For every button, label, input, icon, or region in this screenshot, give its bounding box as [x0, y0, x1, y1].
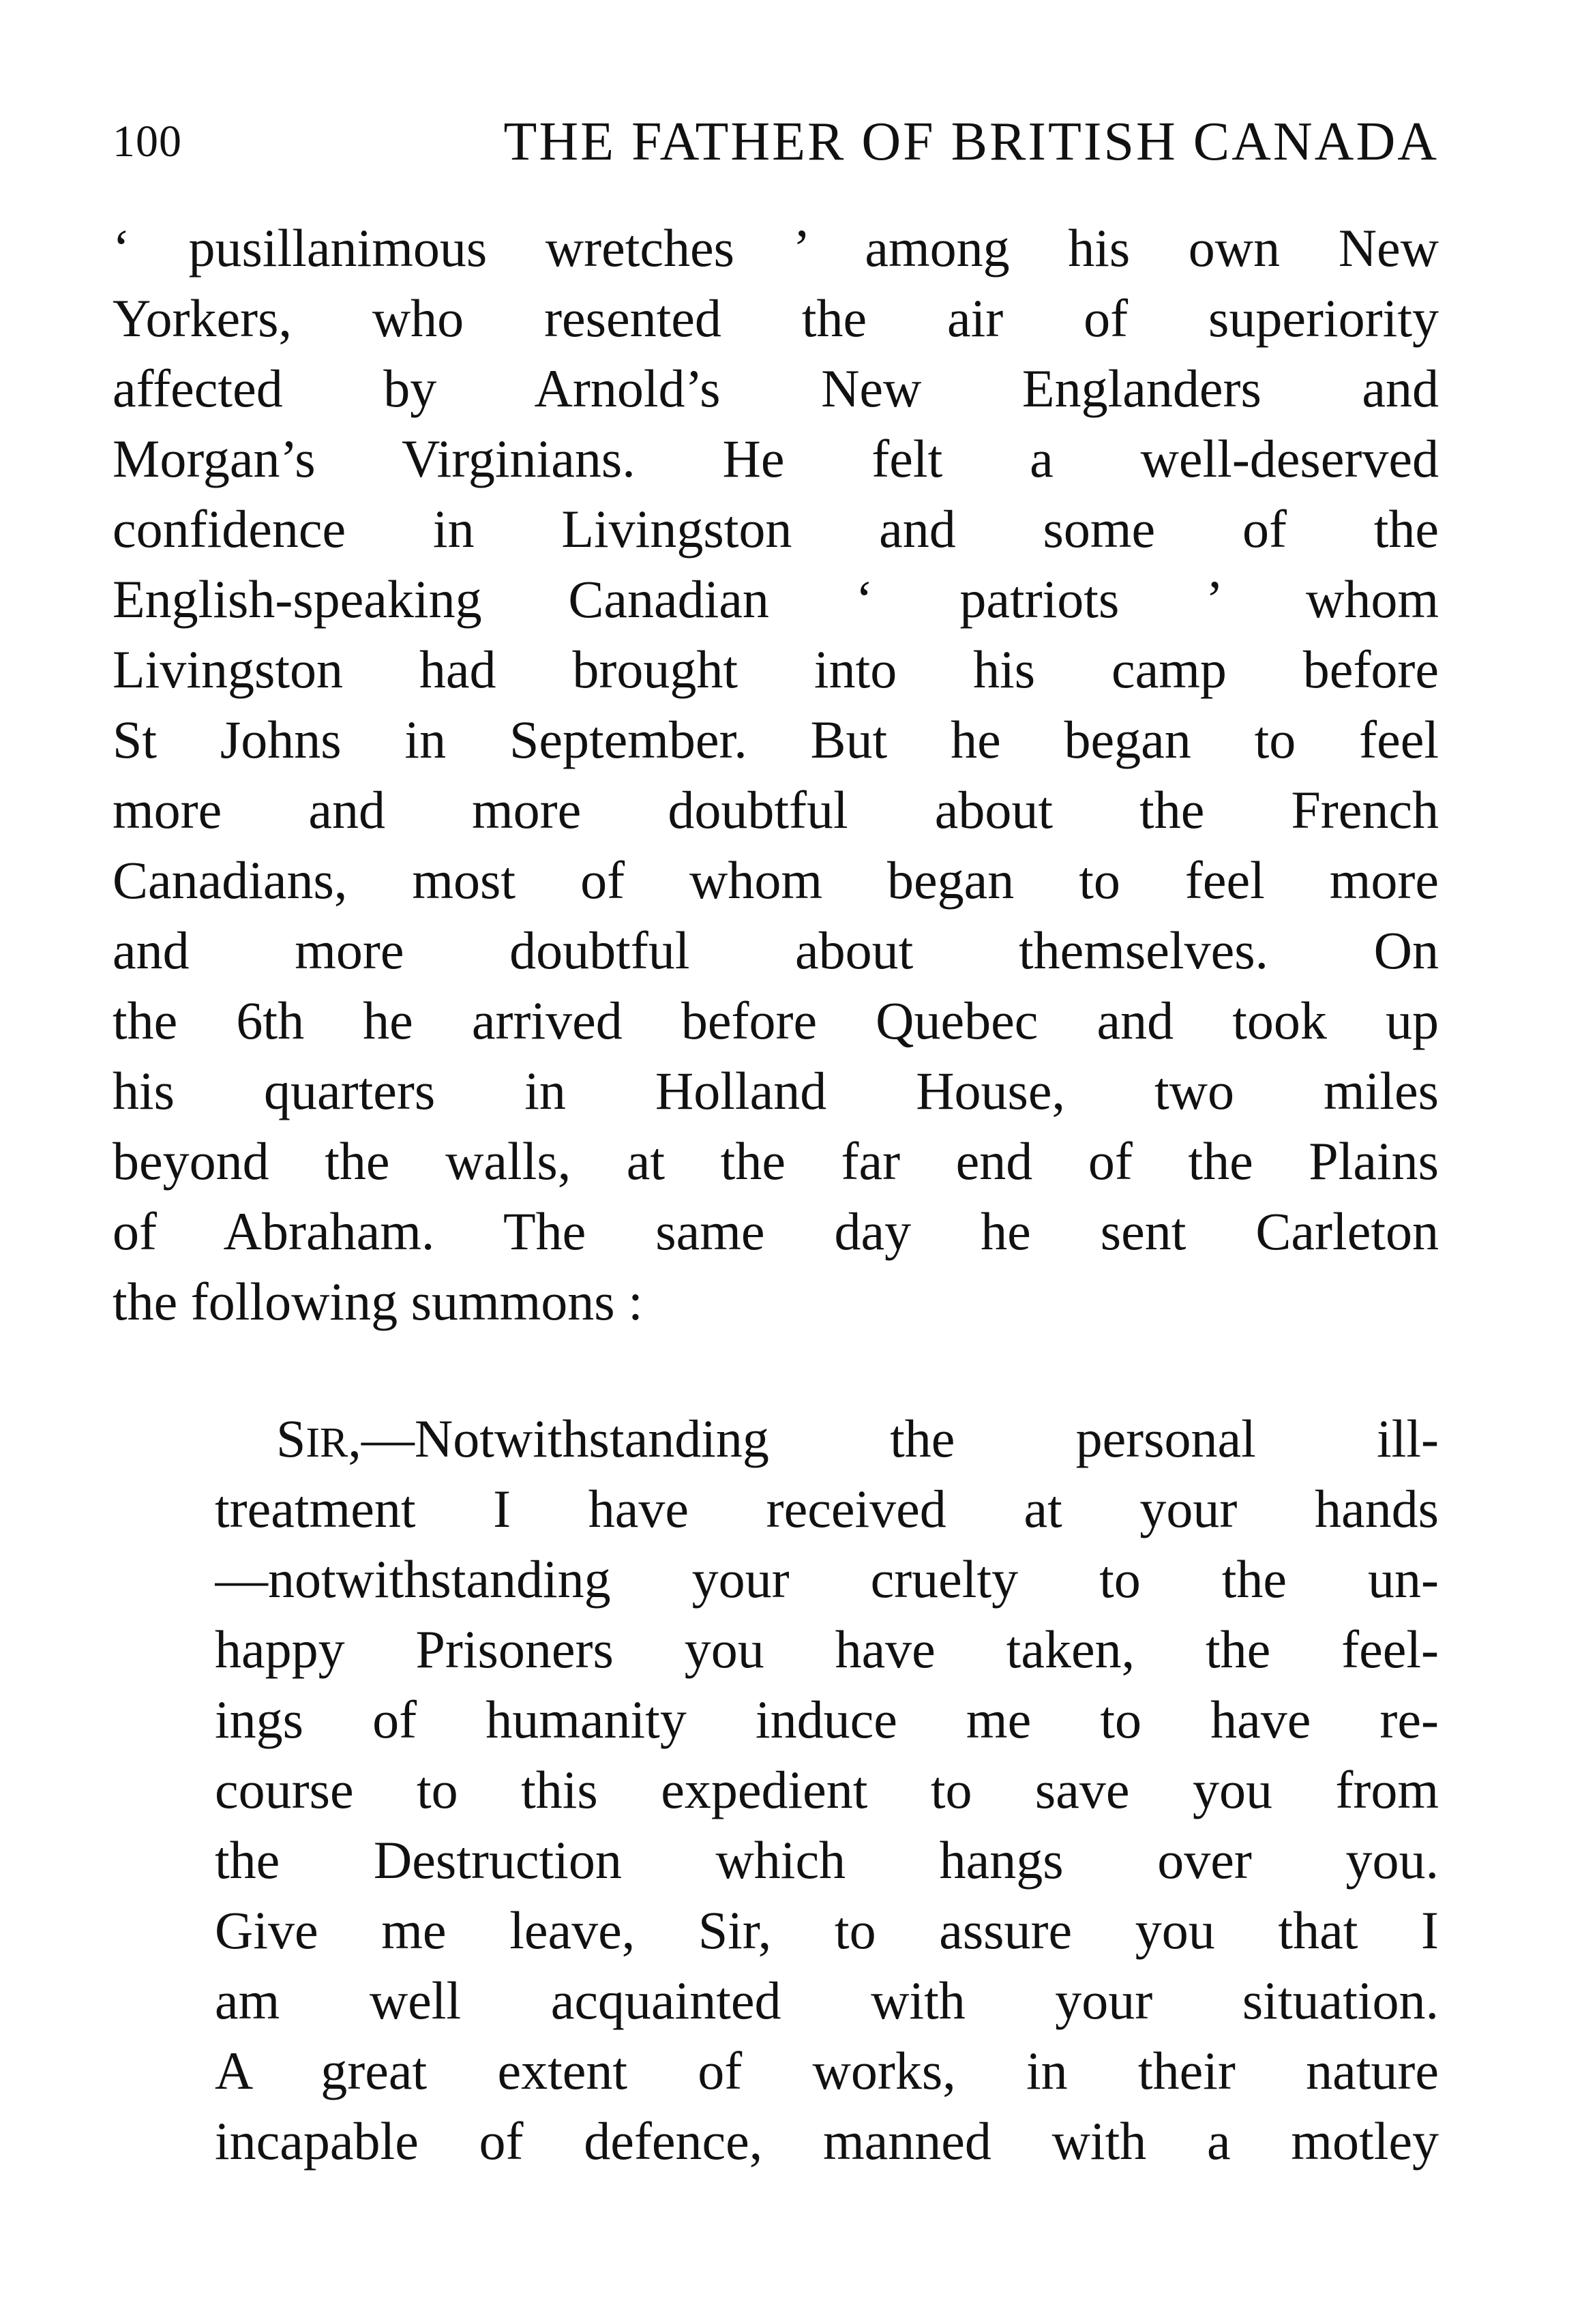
quoted-letter — [215, 1403, 1439, 2176]
text-line: beyond the walls, at the far end of the Plains — [113, 1131, 1439, 1191]
letter-line: happy Prisoners you have taken, the feel- — [215, 1620, 1439, 1679]
text-line: of Abraham. The same day he sent Carleton — [113, 1202, 1439, 1261]
text-line: English-speaking Canadian ‘ patriots ’ whom — [113, 569, 1439, 629]
text-line: St Johns in September. But he began to feel — [113, 710, 1439, 769]
text-line: Canadians, most of whom began to feel more — [113, 850, 1439, 910]
page-number: 100 — [113, 117, 182, 166]
letter-opening-line — [215, 1403, 1439, 1474]
letter-line: course to this expedient to save you from — [215, 1760, 1439, 1819]
letter-line: ings of humanity induce me to have re- — [215, 1690, 1439, 1749]
text-line: affected by Arnold’s New Englanders and — [113, 359, 1439, 418]
letter-line: —notwithstanding your cruelty to the un- — [215, 1549, 1439, 1609]
letter-line: incapable of defence, manned with a motley — [215, 2111, 1439, 2171]
letter-line: the Destruction which hangs over you. — [215, 1830, 1439, 1890]
running-title: THE FATHER OF BRITISH CANADA — [503, 112, 1439, 172]
text-line: the following summons : — [113, 1272, 643, 1331]
letter-line: Give me leave, Sir, to assure you that I — [215, 1901, 1439, 1960]
text-line: Yorkers, who resented the air of superiority — [113, 288, 1439, 348]
text-line: his quarters in Holland House, two miles — [113, 1061, 1439, 1120]
opening-line-rest: ,—Notwithstanding the personal ill- — [348, 1409, 1439, 1468]
letter-line: treatment I have received at your hands — [215, 1479, 1439, 1538]
body-paragraph — [113, 213, 1439, 1337]
text-line: and more doubtful about themselves. On — [113, 921, 1439, 980]
letter-line: A great extent of works, in their nature — [215, 2041, 1439, 2100]
text-line: the 6th he arrived before Quebec and took up — [113, 991, 1439, 1050]
text-line: confidence in Livingston and some of the — [113, 499, 1439, 558]
salutation-initial: S — [276, 1409, 306, 1468]
text-line: more and more doubtful about the French — [113, 780, 1439, 839]
page-header — [113, 109, 1439, 175]
text-line: Morgan’s Virginians. He felt a well-deserved — [113, 429, 1439, 488]
text-line: ‘ pusillanimous wretches ’ among his own New — [113, 218, 1439, 278]
salutation-smallcaps: IR — [305, 1420, 348, 1466]
text-line: Livingston had brought into his camp before — [113, 640, 1439, 699]
letter-line: am well acquainted with your situation. — [215, 1971, 1439, 2030]
